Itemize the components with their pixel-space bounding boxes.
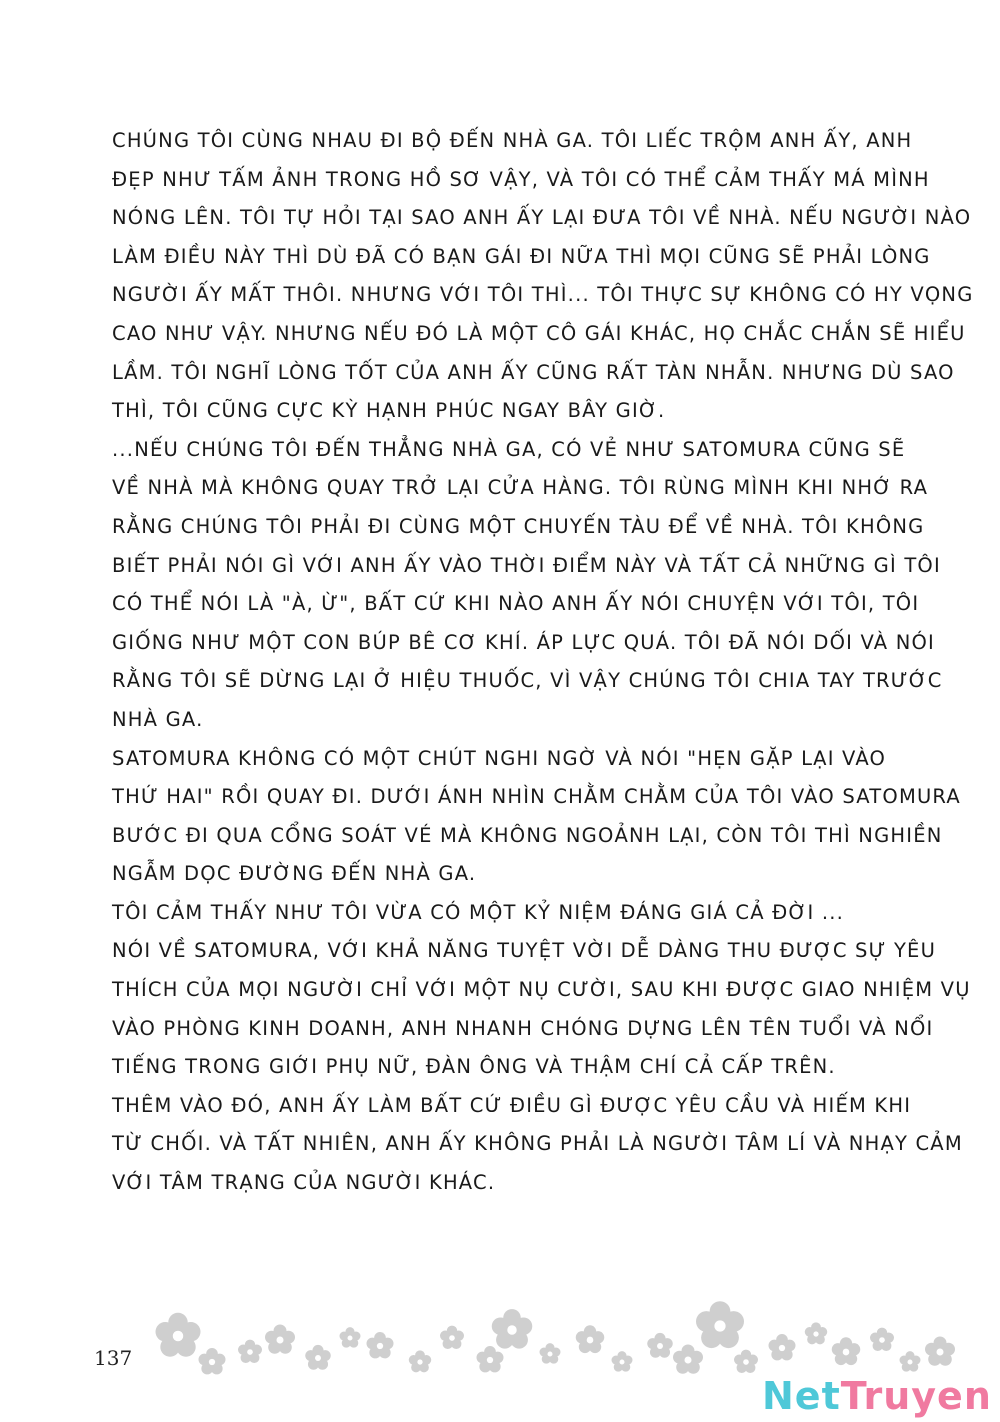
text-line: THÌ, TÔI CŨNG CỰC KỲ HẠNH PHÚC NGAY BÂY GIỜ. (112, 399, 666, 423)
flower-icon (870, 1328, 894, 1351)
text-line: NÓNG LÊN. TÔI TỰ HỎI TẠI SAO ANH ẤY LẠI ĐƯA TÔI VỀ NHÀ. NẾU NGƯỜI NÀO (112, 206, 972, 230)
text-line: THÍCH CỦA MỌI NGƯỜI CHỈ VỚI MỘT NỤ CƯỜI, SAU KHI ĐƯỢC GIAO NHIỆM VỤ (112, 978, 971, 1002)
text-line: CÓ THỂ NÓI LÀ "À, Ừ", BẤT CỨ KHI NÀO ANH ẤY NÓI CHUYỆN VỚI TÔI, TÔI (112, 592, 920, 616)
watermark-part-truyen: Truyen (840, 1374, 992, 1418)
page-number: 137 (94, 1346, 133, 1370)
flower-icon (238, 1340, 262, 1363)
flower-icon (673, 1345, 703, 1374)
text-line: CAO NHƯ VẬY. NHƯNG NẾU ĐÓ LÀ MỘT CÔ GÁI KHÁC, HỌ CHẮC CHẮN SẼ HIỂU (112, 321, 966, 345)
text-line: ĐẸP NHƯ TẤM ẢNH TRONG HỒ SƠ VẬY, VÀ TÔI CÓ THỂ CẢM THẤY MÁ MÌNH (112, 167, 930, 191)
flower-icon (409, 1350, 432, 1372)
flower-icon (576, 1325, 605, 1353)
text-line: VỀ NHÀ MÀ KHÔNG QUAY TRỞ LẠI CỬA HÀNG. TÔI RÙNG MÌNH KHI NHỚ RA (112, 476, 929, 500)
flower-icon (832, 1337, 861, 1365)
text-line: NHÀ GA. (112, 707, 204, 731)
text-line: TỪ CHỐI. VÀ TẤT NHIÊN, ANH ẤY KHÔNG PHẢI LÀ NGƯỜI TÂM LÍ VÀ NHẠY CẢM (112, 1132, 963, 1156)
flower-icon (492, 1309, 533, 1349)
text-line: NGẪM DỌC ĐƯỜNG ĐẾN NHÀ GA. (112, 862, 477, 886)
flower-icon (612, 1351, 633, 1372)
flower-icon (900, 1351, 921, 1372)
flower-icon (265, 1325, 295, 1354)
text-line: BƯỚC ĐI QUA CỔNG SOÁT VÉ MÀ KHÔNG NGOẢNH LẠI, CÒN TÔI THÌ NGHIỀN (112, 823, 943, 847)
text-line: CHÚNG TÔI CÙNG NHAU ĐI BỘ ĐẾN NHÀ GA. TÔI LIẾC TRỘM ANH ẤY, ANH (112, 129, 913, 152)
flower-icon (647, 1333, 673, 1358)
flower-icon (367, 1332, 394, 1358)
flower-icon (734, 1350, 758, 1373)
flower-icon (440, 1326, 464, 1349)
text-line: THÊM VÀO ĐÓ, ANH ẤY LÀM BẤT CỨ ĐIỀU GÌ ĐƯỢC YÊU CẦU VÀ HIẾM KHI (112, 1093, 912, 1117)
flower-icon (340, 1327, 361, 1348)
text-line: VỚI TÂM TRẠNG CỦA NGƯỜI KHÁC. (112, 1171, 496, 1195)
text-line: BIẾT PHẢI NÓI GÌ VỚI ANH ẤY VÀO THỜI ĐIỂM NÀY VÀ TẤT CẢ NHỮNG GÌ TÔI (112, 553, 941, 577)
flower-icon (805, 1322, 828, 1344)
text-line: RẰNG CHÚNG TÔI PHẢI ĐI CÙNG MỘT CHUYẾN TÀU ĐỂ VỀ NHÀ. TÔI KHÔNG (112, 514, 925, 538)
watermark-part-net: Net (762, 1374, 841, 1418)
flower-icon (156, 1313, 201, 1357)
text-line: ...NẾU CHÚNG TÔI ĐẾN THẲNG NHÀ GA, CÓ VẺ NHƯ SATOMURA CŨNG SẼ (112, 437, 906, 461)
text-line: NGƯỜI ẤY MẤT THÔI. NHƯNG VỚI TÔI THÌ... TÔI THỰC SỰ KHÔNG CÓ HY VỌNG (112, 283, 974, 307)
body-text (112, 122, 974, 1203)
text-line: VÀO PHÒNG KINH DOANH, ANH NHANH CHÓNG DỰNG LÊN TÊN TUỔI VÀ NỔI (112, 1016, 934, 1040)
flower-icon (696, 1301, 744, 1348)
flower-icon (477, 1346, 504, 1372)
text-line: THỨ HAI" RỒI QUAY ĐI. DƯỚI ÁNH NHÌN CHẰM CHẰM CỦA TÔI VÀO SATOMURA (112, 785, 961, 809)
text-line: RẰNG TÔI SẼ DỪNG LẠI Ở HIỆU THUỐC, VÌ VẬY CHÚNG TÔI CHIA TAY TRƯỚC (112, 669, 943, 693)
text-line: NÓI VỀ SATOMURA, VỚI KHẢ NĂNG TUYỆT VỜI DỄ DÀNG THU ĐƯỢC SỰ YÊU (112, 939, 937, 963)
flower-icon (305, 1345, 331, 1370)
text-line: LÀM ĐIỀU NÀY THÌ DÙ ĐÃ CÓ BẠN GÁI ĐI NỮA THÌ MỌI CŨNG SẼ PHẢI LÒNG (112, 244, 931, 268)
text-line: SATOMURA KHÔNG CÓ MỘT CHÚT NGHI NGỜ VÀ NÓI "HẸN GẶP LẠI VÀO (112, 746, 887, 770)
text-line: GIỐNG NHƯ MỘT CON BÚP BÊ CƠ KHÍ. ÁP LỰC QUÁ. TÔI ĐÃ NÓI DỐI VÀ NÓI (112, 630, 935, 654)
text-line: TIẾNG TRONG GIỚI PHỤ NỮ, ĐÀN ÔNG VÀ THẬM CHÍ CẢ CẤP TRÊN. (112, 1055, 836, 1079)
watermark-logo (762, 1374, 992, 1418)
text-line: LẦM. TÔI NGHĨ LÒNG TỐT CỦA ANH ẤY CŨNG RẤT TÀN NHẪN. NHƯNG DÙ SAO (112, 360, 955, 384)
flower-icon (925, 1337, 955, 1366)
text-line: TÔI CẢM THẤY NHƯ TÔI VỪA CÓ MỘT KỶ NIỆM ĐÁNG GIÁ CẢ ĐỜI ... (112, 900, 845, 924)
flower-icon (769, 1334, 796, 1360)
flower-icon (540, 1343, 561, 1364)
flower-icon (199, 1348, 226, 1374)
